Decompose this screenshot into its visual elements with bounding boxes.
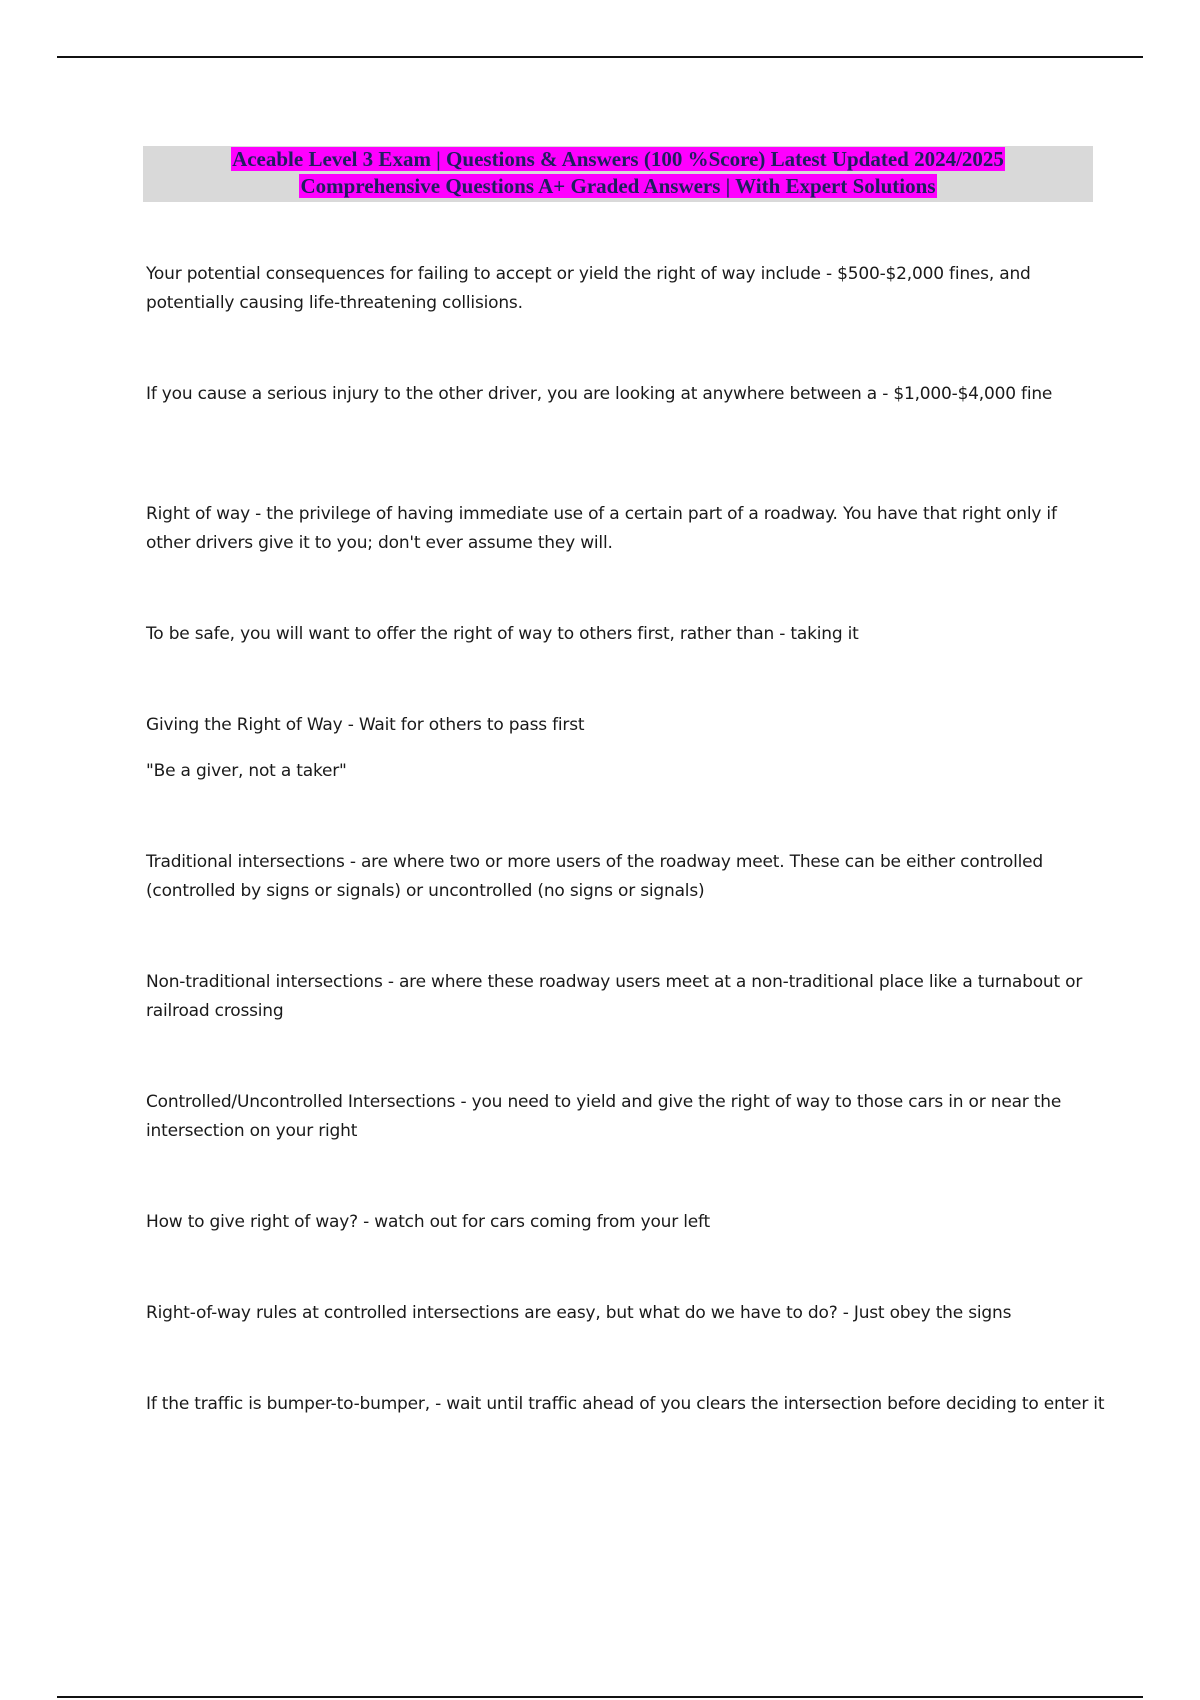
title-line-2	[143, 173, 1093, 200]
top-divider	[57, 56, 1143, 58]
qa-item: Giving the Right of Way - Wait for others to pass first	[146, 715, 585, 735]
qa-item: Right-of-way rules at controlled intersections are easy, but what do we have to do? - Just obey the signs	[146, 1303, 1012, 1323]
document-title-banner	[143, 146, 1093, 202]
qa-item: To be safe, you will want to offer the right of way to others first, rather than - taking it	[146, 624, 859, 644]
qa-item: Your potential consequences for failing to accept or yield the right of way include - $500-$2,000 fines, and potentially causing life-threatening collisions.	[146, 264, 1031, 313]
qa-item: Non-traditional intersections - are where these roadway users meet at a non-traditional place like a turnabout or railroad crossing	[146, 972, 1083, 1021]
qa-item: Controlled/Uncontrolled Intersections - you need to yield and give the right of way to those cars in or near the intersection on your right	[146, 1092, 1062, 1141]
bottom-divider	[57, 1696, 1143, 1698]
qa-item: How to give right of way? - watch out for cars coming from your left	[146, 1212, 710, 1232]
qa-item: If you cause a serious injury to the other driver, you are looking at anywhere between a - $1,000-$4,000 fine	[146, 384, 1053, 404]
qa-item: If the traffic is bumper-to-bumper, - wait until traffic ahead of you clears the intersection before deciding to enter it	[146, 1394, 1105, 1414]
qa-item: Right of way - the privilege of having immediate use of a certain part of a roadway. You have that right only if other drivers give it to you; don't ever assume they will.	[146, 504, 1057, 553]
qa-item: "Be a giver, not a taker"	[146, 761, 347, 781]
qa-item: Traditional intersections - are where two or more users of the roadway meet. These can be either controlled (controlled by signs or signals) or uncontrolled (no signs or signals)	[146, 852, 1043, 901]
title-line-1-text: Aceable Level 3 Exam | Questions & Answers (100 %Score) Latest Updated 2024/2025	[232, 147, 1004, 171]
title-line-1	[143, 146, 1093, 173]
title-line-2-text: Comprehensive Questions A+ Graded Answers | With Expert Solutions	[300, 174, 936, 198]
